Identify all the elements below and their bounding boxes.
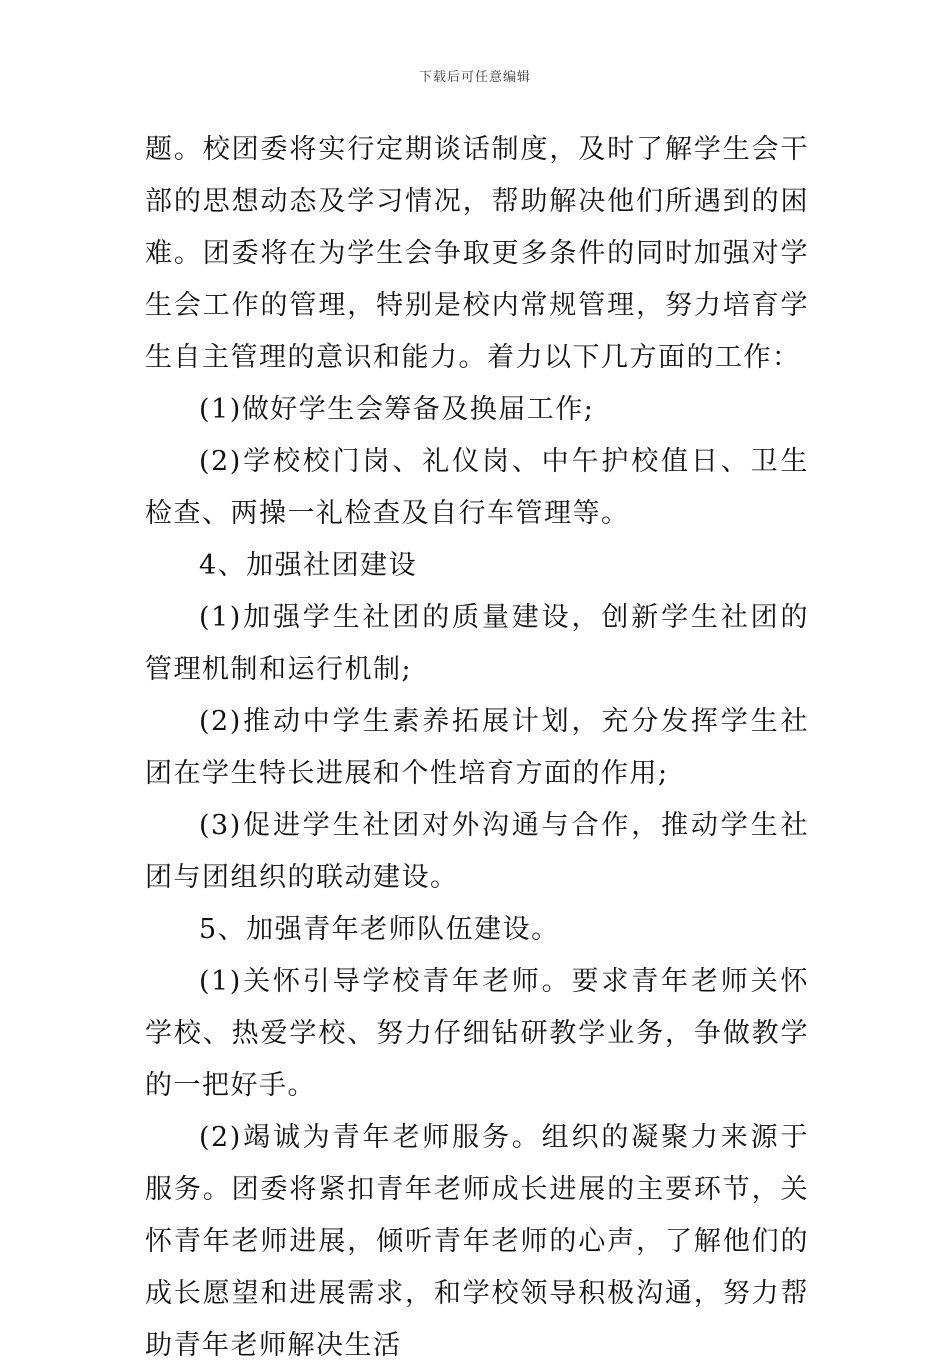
paragraph-5: (1)加强学生社团的质量建设，创新学生社团的管理机制和运行机制; <box>145 602 809 685</box>
paragraph-1: 题。校团委将实行定期谈话制度，及时了解学生会干部的思想动态及学习情况，帮助解决他们所遇到的困难。团委将在为学生会争取更多条件的同时加强对学生会工作的管理，特别是校内常规管理，努力培育学生自主管理的意识和能力。着力以下几方面的工作： <box>145 134 809 373</box>
paragraph-6: (2)推动中学生素养拓展计划，充分发挥学生社团在学生特长进展和个性培育方面的作用; <box>145 706 809 789</box>
paragraph-2: (1)做好学生会筹备及换届工作; <box>199 394 595 425</box>
page-header: 下载后可任意编辑 <box>418 70 531 85</box>
paragraph-3: (2)学校校门岗、礼仪岗、中午护校值日、卫生检查、两操一礼检查及自行车管理等。 <box>145 446 809 529</box>
section-heading-4: 4、加强社团建设 <box>199 550 418 581</box>
section-heading-5: 5、加强青年老师队伍建设。 <box>199 914 560 945</box>
document-body <box>145 124 809 1372</box>
paragraph-10: (2)竭诚为青年老师服务。组织的凝聚力来源于服务。团委将紧扣青年老师成长进展的主要环节，关怀青年老师进展，倾听青年老师的心声，了解他们的成长愿望和进展需求，和学校领导积极沟通，努力帮助青年老师解决生活 <box>145 1122 809 1361</box>
paragraph-7: (3)促进学生社团对外沟通与合作，推动学生社团与团组织的联动建设。 <box>145 810 809 893</box>
paragraph-9: (1)关怀引导学校青年老师。要求青年老师关怀学校、热爱学校、努力仔细钻研教学业务，争做教学的一把好手。 <box>145 966 809 1101</box>
